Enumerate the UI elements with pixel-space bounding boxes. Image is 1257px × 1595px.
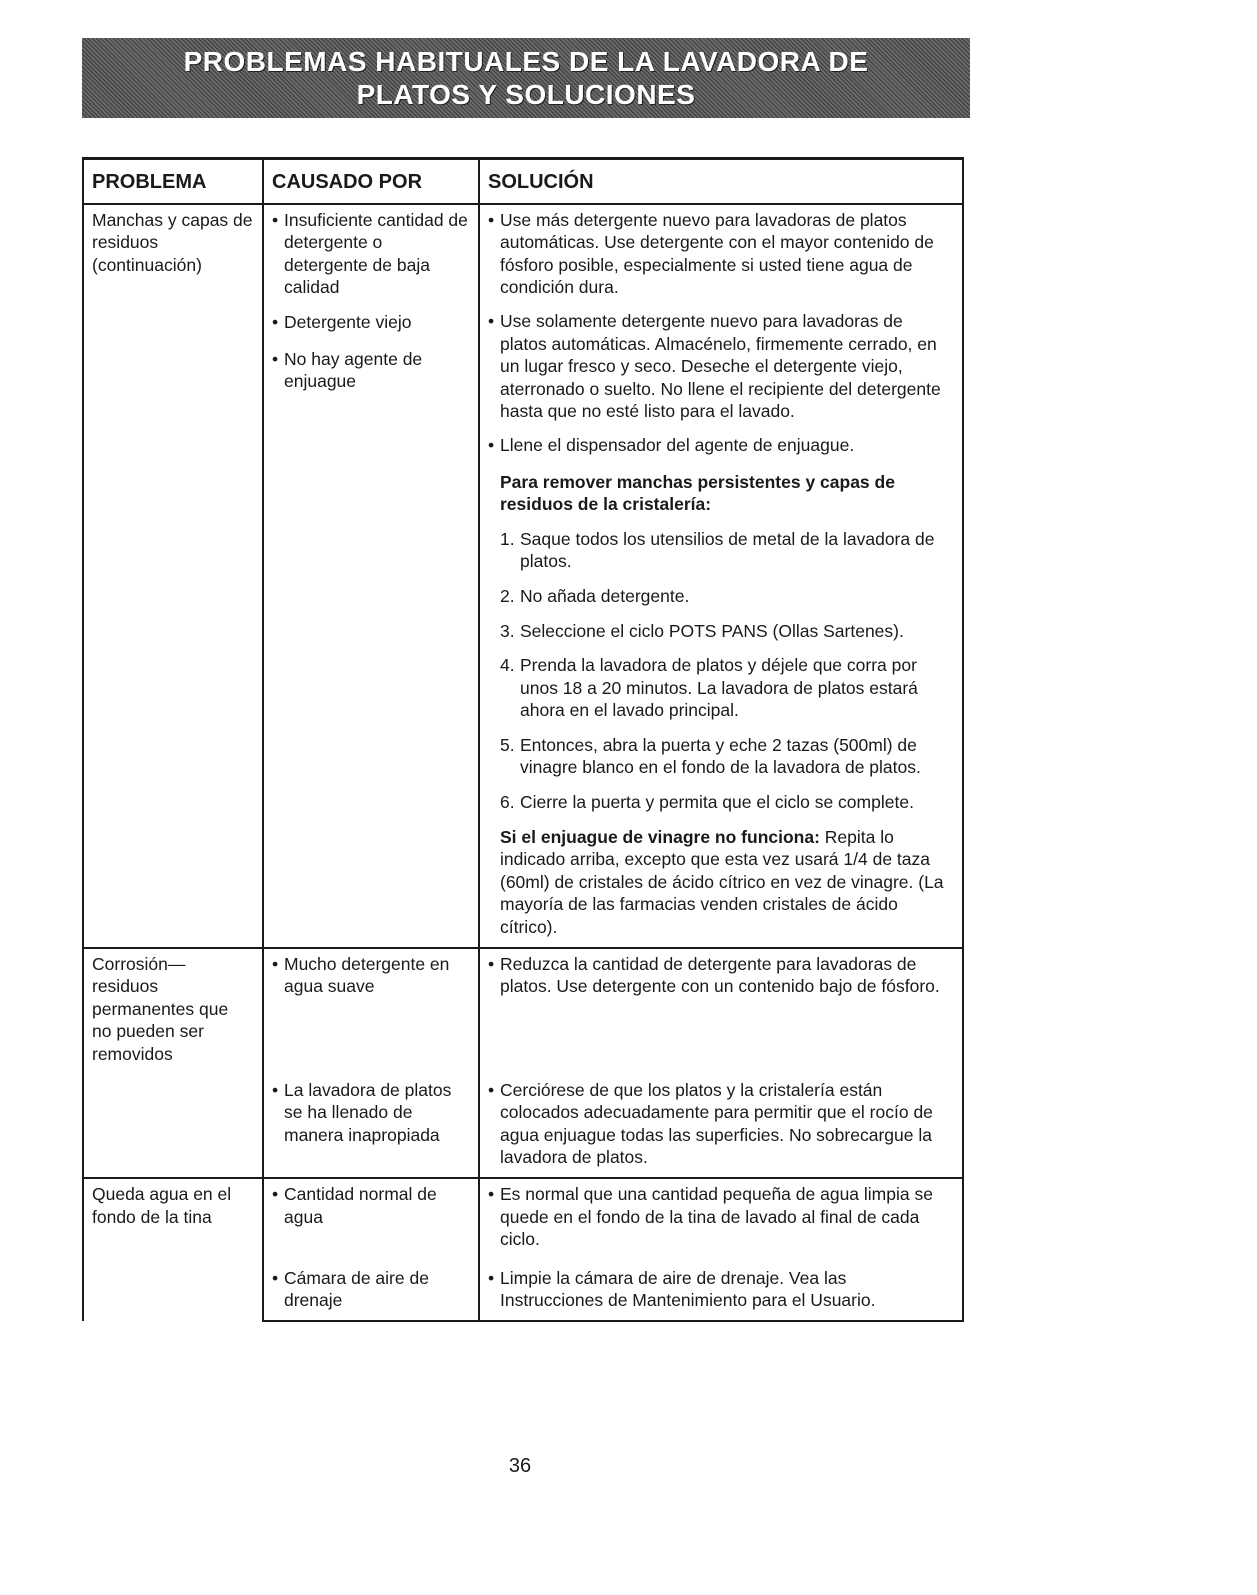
table-header-row	[83, 159, 963, 204]
page-title-line-2: PLATOS Y SOLUCIONES	[356, 79, 696, 110]
troubleshooting-table	[82, 157, 964, 1322]
cause-item	[272, 348, 470, 393]
step-text: Prenda la lavadora de platos y déjele que corra por unos 18 a 20 minutos. La lavadora de platos estará ahora en el lavado principal.	[520, 655, 918, 721]
page-title-banner	[82, 38, 970, 118]
solution-item	[488, 434, 954, 457]
solution-text: Es normal que una cantidad pequeña de agua limpia se quede en el fondo de la tina de lavado al final de cada ciclo.	[500, 1184, 933, 1250]
procedure-step	[500, 528, 954, 573]
step-text: Entonces, abra la puerta y eche 2 tazas (500ml) de vinagre blanco en el fondo de la lavadora de platos.	[520, 734, 921, 778]
cause-text: Detergente viejo	[284, 311, 412, 332]
step-number: 2.	[500, 585, 515, 606]
solution-text: Cerciórese de que los platos y la cristalería están colocados adecuadamente para permitir que el rocío de agua enjuague todas las superficies. No sobrecargue la lavadora de platos.	[500, 1079, 933, 1168]
cause-text: La lavadora de platos se ha llenado de manera inapropiada	[284, 1079, 452, 1145]
vinegar-note-text: Repita lo indicado arriba, excepto que esta vez usará 1/4 de taza (60ml) de cristales de ácido cítrico en vez de vinagre. (La mayoría de las farmacias venden cristales de ácido cítrico).	[500, 826, 944, 938]
step-number: 1.	[500, 528, 515, 549]
bullet-icon: •	[272, 1184, 279, 1204]
step-number: 4.	[500, 655, 515, 676]
problem-cell	[83, 948, 263, 1178]
cause-text: Cantidad normal de agua	[284, 1184, 437, 1227]
step-text: Saque todos los utensilios de metal de la lavadora de platos.	[520, 528, 935, 572]
bullet-icon: •	[488, 1079, 495, 1100]
bullet-icon: •	[488, 434, 495, 455]
bullet-icon: •	[488, 1267, 495, 1288]
cause-cell	[263, 1178, 479, 1259]
table-row	[83, 948, 963, 1071]
solution-item	[488, 209, 954, 299]
step-number: 3.	[500, 620, 515, 641]
page-title-line-1: PROBLEMAS HABITUALES DE LA LAVADORA DE	[183, 46, 869, 77]
cause-cell	[263, 1259, 479, 1321]
cause-text: No hay agente de enjuague	[284, 348, 423, 392]
solution-cell	[479, 1259, 963, 1321]
table-row	[83, 204, 963, 948]
header-cause: CAUSADO POR	[263, 159, 479, 204]
solution-cell	[479, 204, 963, 948]
bullet-icon: •	[272, 209, 279, 230]
solution-cell	[479, 948, 963, 1071]
bullet-icon: •	[272, 953, 279, 974]
procedure-heading: Para remover manchas persistentes y capas de residuos de la cristalería:	[500, 471, 895, 515]
bullet-icon: •	[272, 1079, 279, 1100]
solution-cell	[479, 1178, 963, 1259]
vinegar-note-label: Si el enjuague de vinagre no funciona:	[500, 826, 820, 847]
step-text: Seleccione el ciclo POTS PANS (Ollas Sartenes).	[520, 620, 904, 641]
problem-text: Manchas y capas de residuos (continuación)	[92, 209, 253, 275]
cause-item	[272, 209, 470, 299]
cause-text: Mucho detergente en agua suave	[284, 953, 450, 997]
cause-item	[272, 311, 470, 334]
problem-cell	[83, 204, 263, 948]
header-problem: PROBLEMA	[83, 159, 263, 204]
bullet-icon: •	[272, 1267, 279, 1288]
procedure-step	[500, 734, 954, 779]
cause-text: Insuficiente cantidad de detergente o detergente de baja calidad	[284, 209, 468, 298]
step-number: 6.	[500, 792, 515, 813]
bullet-icon: •	[488, 953, 495, 974]
solution-text: Llene el dispensador del agente de enjuague.	[500, 434, 855, 455]
cause-cell	[263, 948, 479, 1071]
problem-cell	[83, 1178, 263, 1321]
procedure-step	[500, 791, 954, 814]
problem-text: Corrosión— residuos permanentes que no pueden ser removidos	[92, 953, 229, 1064]
bullet-icon: •	[488, 209, 495, 230]
table-row	[83, 1178, 963, 1259]
solution-text: Limpie la cámara de aire de drenaje. Vea las Instrucciones de Mantenimiento para el Usuario.	[500, 1267, 876, 1311]
bullet-icon: •	[488, 1184, 495, 1204]
vinegar-note	[500, 826, 954, 939]
step-text: No añada detergente.	[520, 585, 690, 606]
procedure-step	[500, 620, 954, 643]
page-number: 36	[508, 1455, 532, 1477]
bullet-icon: •	[272, 348, 279, 369]
step-text: Cierre la puerta y permita que el ciclo se complete.	[520, 792, 914, 813]
procedure-step	[500, 654, 954, 722]
cause-cell	[263, 204, 479, 948]
problem-text: Queda agua en el fondo de la tina	[92, 1184, 232, 1227]
solution-text: Use más detergente nuevo para lavadoras de platos automáticas. Use detergente con el mayor contenido de fósforo posible, especialmente si usted tiene agua de condición dura.	[500, 209, 934, 298]
cause-text: Cámara de aire de drenaje	[284, 1267, 429, 1311]
procedure-step	[500, 585, 954, 608]
bullet-icon: •	[488, 310, 495, 331]
bullet-icon: •	[272, 311, 279, 332]
solution-cell	[479, 1071, 963, 1178]
solution-text: Use solamente detergente nuevo para lavadoras de platos automáticas. Almacénelo, firmemente cerrado, en un lugar fresco y seco. Deseche el detergente viejo, aterronado o suelto. No llene el recipiente del detergente hasta que no esté listo para el lavado.	[500, 310, 941, 422]
header-solution: SOLUCIÓN	[479, 159, 963, 204]
solution-item	[488, 310, 954, 423]
step-number: 5.	[500, 734, 515, 755]
cause-cell	[263, 1071, 479, 1178]
solution-text: Reduzca la cantidad de detergente para lavadoras de platos. Use detergente con un contenido bajo de fósforo.	[500, 953, 940, 997]
